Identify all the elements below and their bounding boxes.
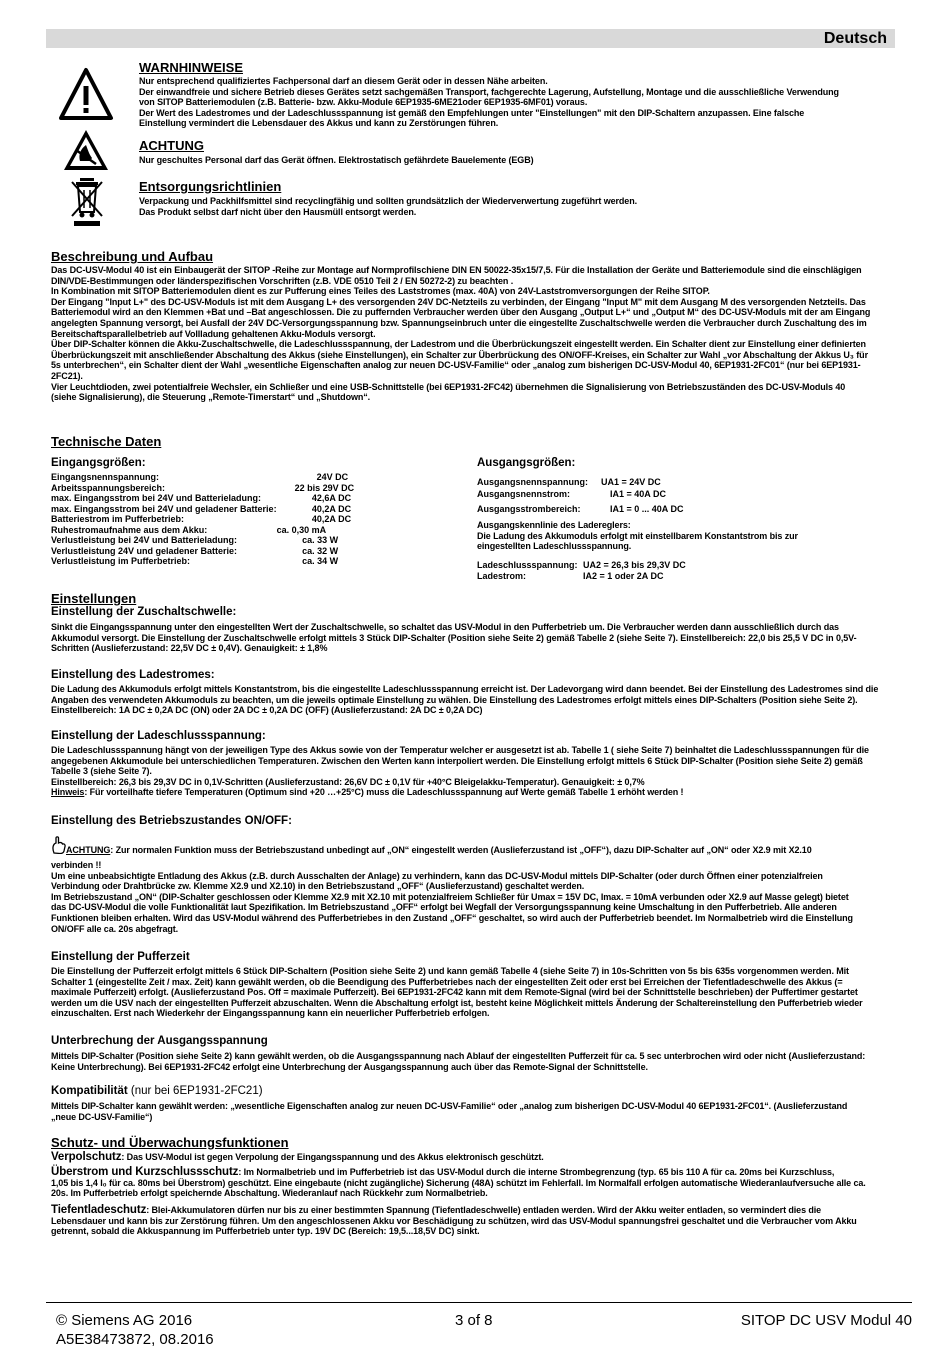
text-line: getrennt, sobald die Akkuspannung im Pufferbetrieb unter typ. 19V DC (Bereich: 19,5...18,5V DC) sinkt. bbox=[51, 1226, 480, 1237]
kompat-title: Kompatibilität bbox=[51, 1085, 128, 1097]
tiefentlade-title: Tiefentladeschutz bbox=[51, 1204, 147, 1216]
text-line: Akkumodul versorgt. Die Einstellung der Zuschaltschwelle erfolgt mittels 3 Stück DIP-Schalter (Position siehe Seite 2) gemäß Tabelle 2 (siehe Seite 7). Einstellbereich: 22,0 bis 25,5 V DC in 0,5V- bbox=[51, 632, 857, 643]
text-line: Batteriemodul wird an den Klemmen +Bat und –Bat angeschlossen. Die zu puffernden Verbraucher werden über den Ausgang „Output L+“ und „Output M“ des DC-USV-Moduls mit der am Eingang bbox=[51, 307, 871, 318]
text-line: Über DIP-Schalter können die Akku-Zuschaltschwelle, die Ladeschlussspannung, der Ladestrom und die Überbrückungszeit eingestellt werden. Ein Schalter dient zur Einstellung einer definierten bbox=[51, 339, 866, 350]
row-label: max. Eingangsstrom bei 24V und geladener Batterie: bbox=[51, 503, 277, 514]
disposal-body bbox=[139, 196, 637, 217]
text-line: Nur entsprechend qualifiziertes Fachpersonal darf an diesem Gerät oder in dessen Nähe arbeiten. bbox=[139, 76, 548, 86]
row-label: max. Eingangsstrom bei 24V und Batterieladung: bbox=[51, 493, 262, 503]
row-value: IA2 = 1 oder 2A DC bbox=[583, 571, 664, 581]
row-value: 40,2A DC bbox=[311, 503, 352, 514]
text-line: Verpackung und Packhilfsmittel sind recyclingfähig und sollten grundsätzlich der Wiederverwertung zugeführt werden. bbox=[139, 196, 638, 206]
table-row bbox=[477, 559, 686, 571]
text-line: Das Produkt selbst darf nicht über den Hausmüll entsorgt werden. bbox=[139, 206, 417, 217]
footer-copyright: © Siemens AG 2016 bbox=[56, 1312, 193, 1329]
text-line: Der einwandfreie und sichere Betrieb dieses Gerätes setzt sachgemäßen Transport, fachgerechte Lagerung, Aufstellung, Montage und die ausschließliche Verwendung bbox=[139, 86, 839, 97]
text-line: Die Ladung des Akkumoduls erfolgt mit einstellbarem Konstantstrom bis zur bbox=[477, 530, 798, 541]
text-line: Die Ladung des Akkumoduls erfolgt mittels Konstantstrom, bis die eingestellte Ladeschlussspannung erreicht ist. Der Ladevorgang wird dann beendet. Bei der Einstellung des Ladestromes sind die bbox=[51, 684, 879, 694]
text-line: Einstellbereich: 26,3 bis 29,3V DC in 0,1V-Schritten (Auslieferzustand: 26,6V DC ± 0,1V für +40°C Bleigelakku-Temperatur). Genauigkeit: ± 0,7% bbox=[51, 776, 645, 787]
row-label: Ladestrom: bbox=[477, 571, 527, 581]
text-line: Die Einstellung der Pufferzeit erfolgt mittels 6 Stück DIP-Schaltern (Position siehe Seite 2) und kann gemäß Tabelle 4 (siehe Seite 7) in 10s-Schritten von 5s bis 635s vorgenommen werden. Mit bbox=[51, 966, 849, 976]
table-row bbox=[51, 535, 354, 546]
puffer-body bbox=[51, 966, 921, 1019]
hinweis-label: Hinweis bbox=[51, 787, 85, 798]
output-title: Ausgangsgrößen: bbox=[477, 457, 576, 469]
lade-table bbox=[477, 559, 686, 582]
table-row bbox=[477, 476, 683, 488]
text-line: Vier Leuchtdioden, zwei potentialfreie Wechsler, ein Schließer und eine USB-Schnittstelle (bei 6EP1931-2FC42) übernehmen die Signalisierung von Betriebszuständen des DC-USV-Moduls 40 bbox=[51, 381, 846, 392]
input-title: Eingangsgrößen: bbox=[51, 457, 146, 469]
text-line: Lebensdauer und kann bis zur Zerstörung führen. Um den angeschlossenen Akku vor Beschädigung zu schützen, wird das USV-Modul spannungsfrei geschaltet und die Verbraucher vom Akku bbox=[51, 1215, 857, 1226]
table-row bbox=[477, 571, 686, 582]
text-line: einzuschalten. Erst nach Wiederkehr der Eingangsspannung kann ein neuerlicher Pufferbetrieb erfolgen. bbox=[51, 1008, 490, 1019]
text-line: Tabelle 3 (siehe Seite 7). bbox=[51, 766, 152, 777]
text-line: DIN/VDE-Bestimmungen oder länderspezifischen Vorschriften (z.B. VDE 0510 Teil 2 / EN 50272-2) zu beachten . bbox=[51, 275, 514, 286]
hinweis-line bbox=[51, 787, 921, 798]
text-line: Überbrückungszeit mit anschließender Abschaltung des Akkus (siehe Einstellungen), ein Schalter zur Überbrückung des ON/OFF-Kreises, ein Schalter zur Wahl „vor Abschaltung der Akkus U₃ für bbox=[51, 349, 868, 360]
section-title-technische-daten: Technische Daten bbox=[51, 434, 162, 449]
text-line: „neue DC-USV-Familie“) bbox=[51, 1111, 153, 1122]
footer-doc-id: A5E38473872, 08.2016 bbox=[56, 1331, 214, 1348]
text-line: angegebenen Akkumodule bei unterschiedlichen Temperaturen. Zwischen den Werten kann interpoliert werden. Die Einstellung erfolgt mittels 6 Stück DIP-Schalter (Position siehe Seite 2) gemäß bbox=[51, 755, 863, 766]
row-value: 22 bis 29V DC bbox=[294, 482, 355, 493]
header-bar bbox=[46, 29, 895, 48]
ladeschluss-title: Einstellung der Ladeschlussspannung: bbox=[51, 730, 266, 742]
row-label: Arbeitsspannungsbereich: bbox=[51, 482, 166, 493]
row-label: Batteriestrom im Pufferbetrieb: bbox=[51, 514, 185, 524]
onoff-achtung-text: : Zur normalen Funktion muss der Betriebszustand unbedingt auf „ON“ eingestellt werden (Auslieferzustand ist „OFF“), dazu DIP-Schalter auf „ON“ oder X2.9 mit X2.10 bbox=[110, 845, 812, 855]
row-value: ca. 33 W bbox=[302, 535, 339, 545]
text-line: Der Wert des Ladestromes und der Ladeschlussspannung ist gemäß den Empfehlungen unter "Einstellungen" mit den DIP-Schaltern anzupassen. Eine falsche bbox=[139, 107, 805, 118]
text-line: Mittels DIP-Schalter kann gewählt werden: „wesentliche Eigenschaften analog zur neuen DC-USV-Familie“ oder „analog zum bisherigen DC-USV-Modul 40 6EP1931-2FC01“. (Auslieferzustand bbox=[51, 1101, 848, 1111]
row-label: Ruhestromaufnahme aus dem Akku: bbox=[51, 524, 208, 535]
warning-triangle-icon bbox=[58, 66, 114, 122]
tiefentlade-text: : Blei-Akkumulatoren dürfen nur bis zu einer bestimmten Spannung (Tiefentladeschwelle) entladen werden. Wird der Akku weiter entladen, so vermindert dies die bbox=[146, 1205, 822, 1215]
warnings-title: WARNHINWEISE bbox=[139, 60, 243, 75]
unterbrechung-body bbox=[51, 1051, 921, 1072]
ueberstrom-text: : Im Normalbetrieb und im Pufferbetrieb ist das USV-Modul durch die interne Strombegrenzung (typ. 65 bis 110 A für ca. 20ms bei Kurzschluss, bbox=[238, 1167, 835, 1177]
row-value: UA1 = 24V DC bbox=[601, 476, 661, 487]
verpol-line bbox=[51, 1152, 921, 1163]
kennlinie-title: Ausgangskennlinie des Ladereglers: bbox=[477, 520, 631, 530]
row-value: 40,2A DC bbox=[311, 514, 352, 524]
zuschalt-title: Einstellung der Zuschaltschwelle: bbox=[51, 606, 237, 618]
row-label: Ausgangsnennspannung: bbox=[477, 476, 588, 487]
table-row bbox=[51, 546, 354, 557]
table-row bbox=[51, 525, 354, 536]
section-title-schutz: Schutz- und Überwachungsfunktionen bbox=[51, 1135, 289, 1150]
verpol-text: : Das USV-Modul ist gegen Verpolung der Eingangsspannung und des Akkus elektronisch geschützt. bbox=[121, 1152, 544, 1162]
text-line: das DC-USV-Modul die volle Funktionalität laut Spezifikation. Im Betriebszustand „OFF“ erfolgt bei Wegfall der Versorgungsspannung keine Umschaltung in den Pufferbetrieb. Alle anderen bbox=[51, 902, 837, 913]
footer-page-number: 3 of 8 bbox=[455, 1312, 493, 1329]
text-line: 2FC21). bbox=[51, 370, 83, 381]
disposal-title: Entsorgungsrichtlinien bbox=[139, 179, 282, 194]
table-row bbox=[51, 472, 354, 483]
ladestrom-body bbox=[51, 684, 921, 716]
row-label: Ausgangsstrombereich: bbox=[477, 503, 581, 514]
text-line: Der Eingang "Input L+" des DC-USV-Moduls ist mit dem Ausgang L+ des versorgenden 24V DC-Netzteils zu verbinden, der Eingang "Input M" mit dem Ausgang M des versorgenden Netzteils. Das bbox=[51, 296, 866, 307]
row-label: Verlustleistung bei 24V und Batterieladung: bbox=[51, 535, 238, 545]
text-line: von SITOP Batteriemodulen (z.B. Batterie- bzw. Akku-Module 6EP1935-6ME21oder 6EP1935-6MF01) voraus. bbox=[139, 97, 588, 108]
text-line: Verbindung oder Drahtbrücke zw. Klemme X2.9 und X2.10) in den Betriebszustand „OFF“ (Auslieferzustand) geschaltet werden. bbox=[51, 881, 585, 892]
text-line: werden um die USV nach der eingestellten Pufferzeit abzuschalten. Wenn die Abschaltung erfolgt ist, besteht keine Möglichkeit mittels Änderung der Schaltereinstellung den Pufferbetrieb wieder bbox=[51, 997, 863, 1008]
table-row bbox=[51, 556, 354, 567]
input-table bbox=[51, 472, 354, 567]
text-line: Bereitschaftsparallelbetrieb auf Vollladung gehaltenen Akku-Moduls versorgt. bbox=[51, 328, 376, 339]
text-line: Einstellbereich: 1A DC ± 0,2A DC (ON) oder 2A DC ± 0,2A DC (OFF) (Auslieferzustand: 2A DC ± 0,2A DC) bbox=[51, 705, 483, 716]
onoff-achtung-label: ACHTUNG bbox=[66, 845, 111, 855]
text-line: (siehe Signalisierung), die Steuerung „Remote-Timerstart“ und „Shutdown“. bbox=[51, 392, 371, 403]
text-line: eingestellten Ladeschlussspannung. bbox=[477, 541, 632, 552]
kompat-body bbox=[51, 1101, 921, 1122]
table-row bbox=[477, 500, 683, 518]
footer-divider bbox=[46, 1302, 912, 1303]
text-line: maximale Pufferzeit) erfolgt. (Auslieferzustand Pos. Off = maximale Pufferzeit). Bei 6EP1931-2FC42 kann mit dem Remote-Signal (wird bei der Schnittstelle beschrieben) der Puffertimer gestartet bbox=[51, 987, 858, 998]
onoff-achtung-line bbox=[66, 845, 926, 856]
text-line: ON/OFF alle ca. 20s abgefragt. bbox=[51, 923, 179, 934]
row-value: 42,6A DC bbox=[311, 493, 352, 503]
ueberstrom-block bbox=[51, 1167, 926, 1199]
text-line: 1,05 bis 1,4 I₀ für ca. 80ms bei Überstrom) geschützt. Eine eingebaute (nicht zugängliche) Sicherung (48A) schützt im Fehlerfall. Im Normalfall erfolgen automatische Wiederanlaufversuche alle ca. bbox=[51, 1177, 866, 1188]
row-value: IA1 = 0 ... 40A DC bbox=[610, 503, 684, 514]
text-line: Schritten (Auslieferzustand: 22,5V DC ± 0,4V). Genauigkeit: ± 1,8% bbox=[51, 643, 328, 654]
hinweis-text: : Für vorteilhafte tiefere Temperaturen (Optimum sind +20 …+25°C) muss die Ladeschlussspannung auf Werte gemäß Tabelle 1 erhöht werden ! bbox=[84, 787, 684, 798]
row-value: IA1 = 40A DC bbox=[610, 488, 666, 499]
table-row bbox=[51, 483, 354, 494]
text-line: verbinden !! bbox=[51, 860, 102, 870]
onoff-body bbox=[51, 860, 921, 934]
text-line: Funktionen bleiben erhalten. Wird das USV-Modul während des Pufferbetriebes in den Zustand „OFF“ geschaltet, so wird auch der Pufferbetrieb beendet. Im Normalbetrieb wird die Einstellung bbox=[51, 912, 853, 923]
text-line: Im Betriebszustand „ON“ (DIP-Schalter geschlossen oder Klemme X2.9 mit X2.10 mit potenzialfreiem Schließer für Umax = 15V DC, Imax. = 10mA verbunden oder X2.9 auf Masse gelegt) bietet bbox=[51, 891, 849, 902]
text-line: Um eine unbeabsichtigte Entladung des Akkus (z.B. durch Ausschalten der Anlage) zu verhindern, kann das DC-USV-Modul mittels DIP-Schalter (oder durch Öffnen einer potenzialfreien bbox=[51, 870, 823, 881]
achtung-text: Nur geschultes Personal darf das Gerät öffnen. Elektrostatisch gefährdete Bauelemente (EGB) bbox=[139, 155, 534, 165]
ladeschluss-body bbox=[51, 745, 921, 798]
row-label: Verlustleistung 24V und geladener Batterie: bbox=[51, 545, 238, 556]
row-value: ca. 32 W bbox=[302, 545, 339, 556]
ueberstrom-title: Überstrom und Kurzschlussschutz bbox=[51, 1166, 239, 1178]
pointing-hand-icon bbox=[51, 836, 67, 854]
footer-product: SITOP DC USV Modul 40 bbox=[740, 1312, 912, 1329]
warnings-body bbox=[139, 76, 899, 129]
zuschalt-body bbox=[51, 622, 921, 654]
row-value: UA2 = 26,3 bis 29,3V DC bbox=[583, 559, 686, 570]
text-line: Das DC-USV-Modul 40 ist ein Einbaugerät der SITOP -Reihe zur Montage auf Normprofilschiene DIN EN 50022-35x15/7,5. Für die Installation der Geräte und Batteriemodule sind die einschlägigen bbox=[51, 265, 862, 275]
achtung-title: ACHTUNG bbox=[139, 138, 204, 153]
text-line: In Kombination mit SITOP Batteriemodulen dient es zur Pufferung eines Teiles des Laststromes (max. 40A) von 24V-Laststromversorgungen der Reihe SITOP. bbox=[51, 286, 710, 297]
verpol-title: Verpolschutz bbox=[51, 1151, 122, 1163]
table-row bbox=[51, 514, 354, 525]
section-title-einstellungen: Einstellungen bbox=[51, 591, 137, 606]
onoff-title: Einstellung des Betriebszustandes ON/OFF: bbox=[51, 815, 292, 827]
row-label: Verlustleistung im Pufferbetrieb: bbox=[51, 556, 191, 566]
text-line: Keine Unterbrechung). Bei 6EP1931-2FC42 erfolgt eine Unterbrechung der Ausgangsspannung auch über das Remote-Signal der Schnittstelle. bbox=[51, 1061, 648, 1072]
kompat-heading bbox=[51, 1085, 263, 1098]
table-row bbox=[51, 493, 354, 504]
output-table bbox=[477, 476, 683, 518]
text-line: 20s. Im Pufferbetrieb erfolgt speichernde Abschaltung. Wiederanlauf nach Rückkehr zum Normalbetrieb. bbox=[51, 1188, 488, 1199]
text-line: Mittels DIP-Schalter (Position siehe Seite 2) kann gewählt werden, ob die Ausgangsspannung nach Ablauf der eingestellten Pufferzeit für ca. 5 sec unterbrochen wird oder nicht (Auslieferzustand: bbox=[51, 1051, 866, 1061]
puffer-title: Einstellung der Pufferzeit bbox=[51, 951, 190, 963]
ueberstrom-line bbox=[51, 1167, 926, 1178]
row-value: 24V DC bbox=[316, 472, 349, 482]
text-line: angelegten Spannung versorgt, bei Ausfall der 24V DC-Versorgungsspannung bzw. Spannungseinbruch unter die eingestellte Zuschaltschwelle werden die Verbraucher durch Zuschaltung des im bbox=[51, 317, 867, 328]
row-value: ca. 0,30 mA bbox=[276, 524, 327, 535]
text-line: Schalter 1 (eingestellte Zeit / max. Zeit) kann gewählt werden, ob die Beendigung des Pufferbetriebes nach der eingestellten Zeit oder erst bei Erreichen der Tiefentladeschwelle des Akkus (= bbox=[51, 976, 843, 987]
ladestrom-title: Einstellung des Ladestromes: bbox=[51, 669, 215, 681]
kompat-suffix: (nur bei 6EP1931-2FC21) bbox=[127, 1085, 263, 1097]
beschreibung-body bbox=[51, 265, 921, 403]
tiefentlade-line bbox=[51, 1205, 926, 1216]
table-row bbox=[51, 504, 354, 515]
text-line: Sinkt die Eingangsspannung unter den eingestellten Wert der Zuschaltschwelle, so schaltet das USV-Modul in den Pufferbetrieb um. Die Verbraucher werden dann ausschließlich durch das bbox=[51, 622, 839, 632]
kennlinie-block bbox=[477, 520, 798, 552]
text-line: Einstellung vermindert die Lebensdauer des Akkus und kann zu Zerstörungen führen. bbox=[139, 118, 499, 129]
crossed-bin-icon bbox=[68, 176, 108, 228]
esd-warning-icon bbox=[62, 128, 110, 172]
tiefentlade-block bbox=[51, 1205, 926, 1237]
text-line: 5s unterbrechen“, ein Schalter dient der Wahl „wesentliche Eigenschaften analog zur neuen DC-USV-Familie“ oder „analog zum bisherigen DC-USV-Modul 40, 6EP1931-2FC01“ (nur bei 6EP1931- bbox=[51, 360, 861, 371]
row-label: Ausgangsnennstrom: bbox=[477, 488, 571, 499]
language-label: Deutsch bbox=[823, 30, 887, 47]
section-title-beschreibung: Beschreibung und Aufbau bbox=[51, 249, 214, 264]
row-value: ca. 34 W bbox=[302, 556, 339, 566]
text-line: Die Ladeschlussspannung hängt von der jeweiligen Type des Akkus sowie von der Temperatur welcher er ausgesetzt ist ab. Tabelle 1 ( siehe Seite 7) beinhaltet die Ladeschlussspannungen für die bbox=[51, 745, 869, 755]
table-row bbox=[477, 488, 683, 500]
text-line: Angaben des verwendeten Akkumoduls zu beachten, um die jeweils optimale Einstellung zu wählen. Die Einstellung des Ladestromes erfolgt mittels eines DIP-Schalters (Position siehe Seite 2). bbox=[51, 694, 858, 705]
unterbrechung-title: Unterbrechung der Ausgangsspannung bbox=[51, 1035, 268, 1047]
row-label: Ladeschlussspannung: bbox=[477, 559, 578, 570]
row-label: Eingangsnennspannung: bbox=[51, 472, 159, 482]
